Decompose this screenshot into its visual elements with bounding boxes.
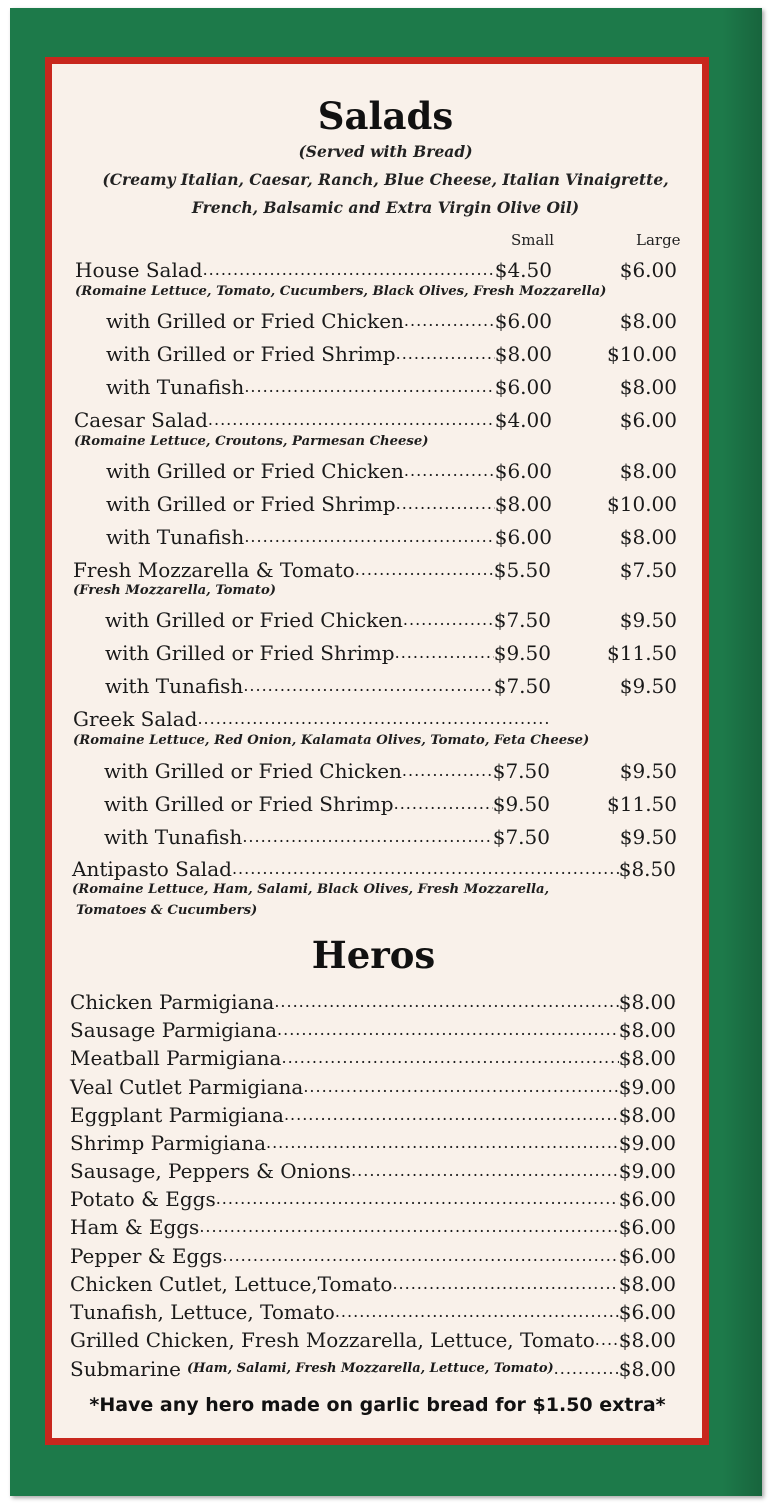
item-name: with Grilled or Fried Chicken xyxy=(105,608,403,632)
price-large: $6.00 xyxy=(619,258,677,282)
salad-row xyxy=(106,309,552,333)
dot-leader xyxy=(277,1018,619,1042)
item-description-cont: Tomatoes & Cucumbers) xyxy=(76,903,258,918)
dot-leader xyxy=(244,375,494,399)
salad-row xyxy=(106,492,552,516)
salad-row xyxy=(72,857,676,881)
hero-row xyxy=(70,1187,676,1211)
item-name: with Tunafish xyxy=(106,375,245,399)
price: $6.00 xyxy=(618,1244,676,1268)
item-name: Shrimp Parmigiana xyxy=(70,1131,266,1155)
hero-row xyxy=(70,1075,676,1099)
salad-row xyxy=(73,707,551,731)
hero-row xyxy=(70,1215,676,1239)
item-name: with Grilled or Fried Chicken xyxy=(106,309,404,333)
dot-leader xyxy=(242,825,492,849)
salad-row xyxy=(104,759,550,783)
item-name: Fresh Mozzarella & Tomato xyxy=(73,558,355,582)
price-small: $6.00 xyxy=(494,525,552,549)
item-description: (Romaine Lettuce, Red Onion, Kalamata Olives, Tomato, Feta Cheese) xyxy=(73,733,590,748)
price-large: $8.00 xyxy=(619,525,677,549)
price-small: $6.00 xyxy=(494,309,552,333)
salads-title: Salads xyxy=(317,94,454,138)
price: $9.00 xyxy=(618,1131,676,1155)
dot-leader xyxy=(396,342,495,366)
item-name: with Grilled or Fried Chicken xyxy=(106,459,404,483)
salad-row xyxy=(106,342,552,366)
salad-row xyxy=(75,258,552,282)
dot-leader xyxy=(394,792,493,816)
hero-row xyxy=(70,1244,676,1268)
dot-leader xyxy=(403,608,494,632)
salad-row xyxy=(73,558,551,582)
price-small: $6.00 xyxy=(494,459,552,483)
price-small: $7.50 xyxy=(492,759,550,783)
item-name: with Grilled or Fried Shrimp xyxy=(104,792,394,816)
salad-row xyxy=(106,459,552,483)
dot-leader xyxy=(335,1300,619,1324)
price: $6.00 xyxy=(618,1300,676,1324)
price: $9.00 xyxy=(618,1159,676,1183)
price-small: $5.50 xyxy=(493,558,551,582)
item-description: (Fresh Mozzarella, Tomato) xyxy=(73,583,277,598)
item-name: House Salad xyxy=(75,258,203,282)
dot-leader xyxy=(355,558,494,582)
item-name: Submarine xyxy=(70,1357,181,1381)
price: $8.00 xyxy=(618,990,676,1014)
price-large: $8.00 xyxy=(619,309,677,333)
salad-row xyxy=(106,375,552,399)
salads-subtitle: (Served with Bread) xyxy=(298,142,473,161)
price-large: $10.00 xyxy=(607,492,677,516)
price: $8.00 xyxy=(618,1272,676,1296)
hero-row xyxy=(70,990,676,1014)
dot-leader xyxy=(243,674,493,698)
item-name: Tunafish, Lettuce, Tomato xyxy=(70,1300,335,1324)
price-small: $9.50 xyxy=(492,792,550,816)
item-name: with Tunafish xyxy=(105,674,244,698)
price: $8.50 xyxy=(618,857,676,881)
price-large: $6.00 xyxy=(619,408,677,432)
item-description: (Romaine Lettuce, Ham, Salami, Black Olives, Fresh Mozzarella, xyxy=(72,882,550,897)
dot-leader xyxy=(281,1046,618,1070)
price: $8.00 xyxy=(618,1103,676,1127)
item-name: Eggplant Parmigiana xyxy=(70,1103,284,1127)
dot-leader xyxy=(595,1328,619,1352)
dot-leader xyxy=(351,1159,619,1183)
item-name: Chicken Cutlet, Lettuce,Tomato xyxy=(70,1272,393,1296)
price-large: $11.50 xyxy=(607,792,677,816)
dot-leader xyxy=(284,1103,619,1127)
item-name: Greek Salad xyxy=(73,707,198,731)
item-name: with Grilled or Fried Chicken xyxy=(104,759,402,783)
hero-row xyxy=(70,1046,676,1070)
price: $8.00 xyxy=(618,1018,676,1042)
price-large: $9.50 xyxy=(619,759,677,783)
dot-leader xyxy=(203,258,495,282)
item-name: with Grilled or Fried Shrimp xyxy=(106,492,396,516)
dressings-line-1: (Creamy Italian, Caesar, Ranch, Blue Cheese, Italian Vinaigrette, xyxy=(102,170,669,189)
salad-row xyxy=(105,674,551,698)
dot-leader xyxy=(197,707,551,731)
dot-leader xyxy=(395,641,494,665)
item-name: with Tunafish xyxy=(106,525,245,549)
salad-row xyxy=(104,825,550,849)
item-name: Sausage, Peppers & Onions xyxy=(70,1159,352,1183)
price-large: $11.50 xyxy=(607,641,677,665)
price-small: $9.50 xyxy=(493,641,551,665)
hero-row xyxy=(70,1272,676,1296)
hero-row xyxy=(70,1103,676,1127)
price: $8.00 xyxy=(618,1357,676,1381)
dot-leader xyxy=(274,990,618,1014)
price: $8.00 xyxy=(618,1328,676,1352)
page-shadow xyxy=(722,8,762,1496)
price: $8.00 xyxy=(618,1046,676,1070)
item-description: (Romaine Lettuce, Tomato, Cucumbers, Black Olives, Fresh Mozzarella) xyxy=(75,284,607,299)
salad-row xyxy=(106,525,552,549)
item-name: with Tunafish xyxy=(104,825,243,849)
price-large: $9.50 xyxy=(619,674,677,698)
price: $6.00 xyxy=(618,1187,676,1211)
salad-row xyxy=(105,608,551,632)
salad-row xyxy=(104,792,550,816)
price-large: $8.00 xyxy=(619,459,677,483)
dot-leader xyxy=(303,1075,618,1099)
price-small: $7.50 xyxy=(493,608,551,632)
dot-leader xyxy=(392,1272,618,1296)
column-small-header: Small xyxy=(511,231,555,249)
item-name: Antipasto Salad xyxy=(72,857,232,881)
dot-leader xyxy=(396,492,495,516)
dot-leader xyxy=(554,1357,619,1381)
hero-row xyxy=(70,1357,676,1381)
price-large: $8.00 xyxy=(619,375,677,399)
price-large: $10.00 xyxy=(607,342,677,366)
item-name: Caesar Salad xyxy=(74,408,208,432)
dot-leader xyxy=(244,525,494,549)
dot-leader xyxy=(232,857,619,881)
dot-leader xyxy=(222,1244,618,1268)
item-name: Potato & Eggs xyxy=(70,1187,216,1211)
item-description: (Romaine Lettuce, Croutons, Parmesan Cheese) xyxy=(74,434,429,449)
item-name: Ham & Eggs xyxy=(70,1215,200,1239)
salad-row xyxy=(74,408,552,432)
hero-row xyxy=(70,1159,676,1183)
dot-leader xyxy=(404,459,495,483)
price: $9.00 xyxy=(618,1075,676,1099)
item-name: with Grilled or Fried Shrimp xyxy=(105,641,395,665)
price-small: $4.00 xyxy=(494,408,552,432)
hero-row xyxy=(70,1328,676,1352)
price: $6.00 xyxy=(618,1215,676,1239)
price-large: $9.50 xyxy=(619,608,677,632)
dot-leader xyxy=(216,1187,619,1211)
item-name: Meatball Parmigiana xyxy=(70,1046,282,1070)
item-name: Chicken Parmigiana xyxy=(70,990,275,1014)
price-large: $9.50 xyxy=(619,825,677,849)
item-name: Pepper & Eggs xyxy=(70,1244,223,1268)
item-name: with Grilled or Fried Shrimp xyxy=(106,342,396,366)
hero-row xyxy=(70,1018,676,1042)
column-large-header: Large xyxy=(636,231,681,249)
price-small: $7.50 xyxy=(493,674,551,698)
dressings-line-2: French, Balsamic and Extra Virgin Olive Oil) xyxy=(191,198,580,217)
dot-leader xyxy=(402,759,493,783)
salad-row xyxy=(105,641,551,665)
item-name: Grilled Chicken, Fresh Mozzarella, Lettuce, Tomato xyxy=(70,1328,595,1352)
price-large: $7.50 xyxy=(619,558,677,582)
item-name: Veal Cutlet Parmigiana xyxy=(70,1075,304,1099)
dot-leader xyxy=(404,309,495,333)
hero-row xyxy=(70,1300,676,1324)
item-name: Sausage Parmigiana xyxy=(70,1018,278,1042)
dot-leader xyxy=(208,408,495,432)
price-small: $4.50 xyxy=(494,258,552,282)
dot-leader xyxy=(266,1131,619,1155)
price-small: $8.00 xyxy=(494,492,552,516)
garlic-bread-note: *Have any hero made on garlic bread for $1.50 extra* xyxy=(89,1394,666,1416)
item-description: (Ham, Salami, Fresh Mozzarella, Lettuce, Tomato) xyxy=(186,1361,554,1376)
heros-title: Heros xyxy=(311,933,436,977)
dot-leader xyxy=(199,1215,618,1239)
price-small: $8.00 xyxy=(494,342,552,366)
price-small: $7.50 xyxy=(492,825,550,849)
hero-row xyxy=(70,1131,676,1155)
price-small: $6.00 xyxy=(494,375,552,399)
